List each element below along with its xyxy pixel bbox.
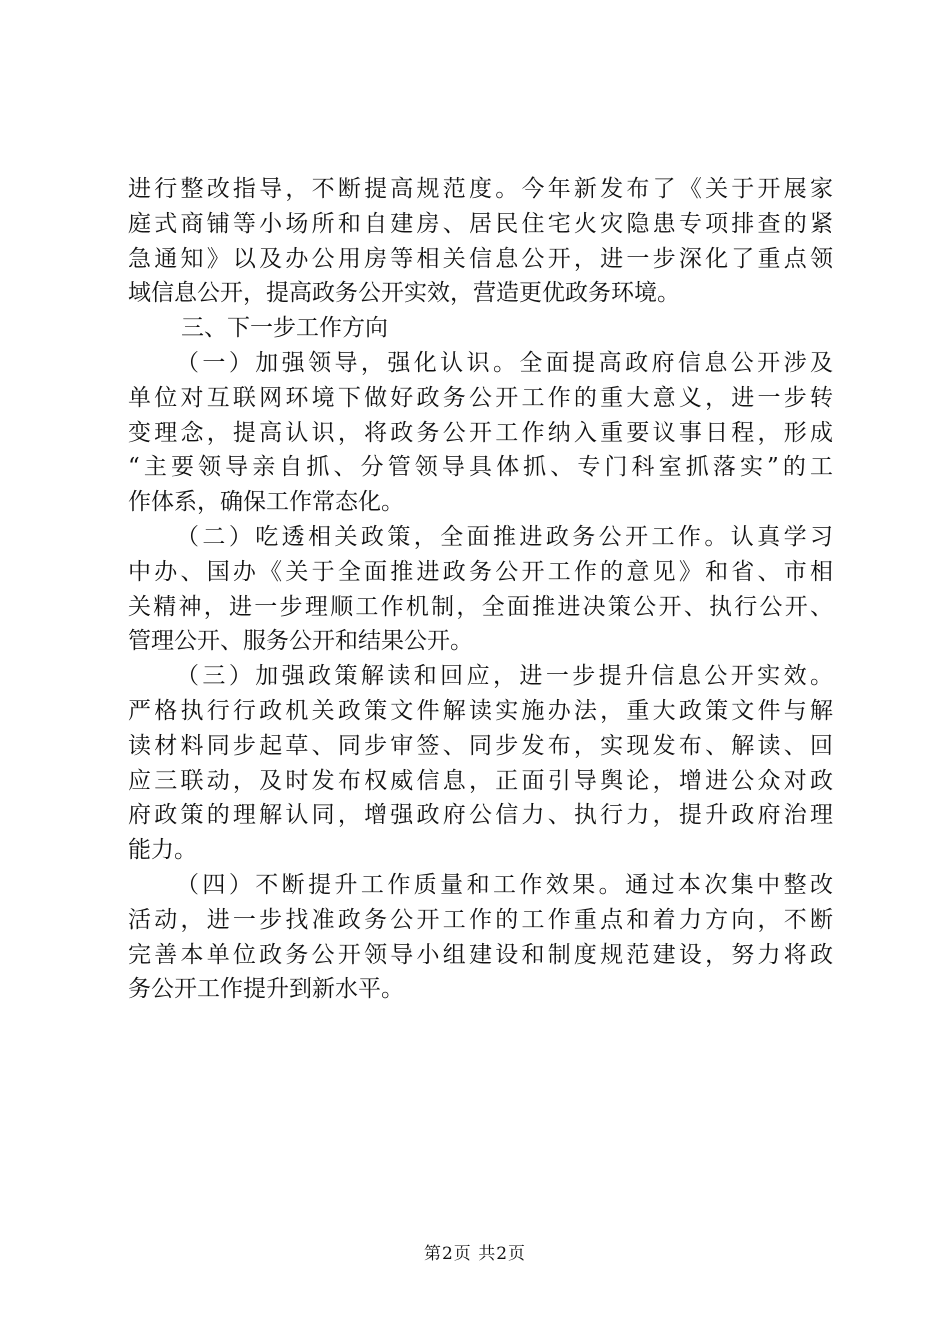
paragraph-line: （四）不断提升工作质量和工作效果。通过本次集中整改 — [176, 871, 833, 898]
page-number-footer: 第2页 共2页 — [423, 1244, 527, 1264]
paragraph-line: （一）加强领导，强化认识。全面提高政府信息公开涉及 — [176, 349, 833, 376]
paragraph-line: 府政策的理解认同，增强政府公信力、执行力，提升政府治理 — [128, 802, 833, 829]
paragraph-line: 中办、国办《关于全面推进政务公开工作的意见》和省、市相 — [128, 558, 833, 585]
paragraph-line: 单位对互联网环境下做好政务公开工作的重大意义，进一步转 — [128, 384, 833, 411]
paragraph-line: 读材料同步起草、同步审签、同步发布，实现发布、解读、回 — [128, 732, 833, 759]
paragraph-line: 管理公开、服务公开和结果公开。 — [128, 628, 473, 655]
paragraph-line: 关精神，进一步理顺工作机制，全面推进决策公开、执行公开、 — [128, 593, 833, 620]
document-body — [128, 172, 833, 1007]
paragraph-line: 变理念，提高认识，将政务公开工作纳入重要议事日程，形成 — [128, 419, 833, 446]
paragraph-line: （二）吃透相关政策，全面推进政务公开工作。认真学习 — [176, 523, 833, 550]
paragraph-line: 务公开工作提升到新水平。 — [128, 976, 404, 1003]
paragraph-line: （三）加强政策解读和回应，进一步提升信息公开实效。 — [176, 663, 833, 690]
paragraph-line: 域信息公开，提高政务公开实效，营造更优政务环境。 — [128, 280, 680, 307]
paragraph-line: 完善本单位政务公开领导小组建设和制度规范建设，努力将政 — [128, 941, 833, 968]
section-heading: 三、下一步工作方向 — [181, 315, 388, 342]
paragraph-line: 应三联动，及时发布权威信息，正面引导舆论，增进公众对政 — [128, 767, 833, 794]
paragraph-line: 活动，进一步找准政务公开工作的工作重点和着力方向，不断 — [128, 906, 833, 933]
paragraph-line: 严格执行行政机关政策文件解读实施办法，重大政策文件与解 — [128, 697, 833, 724]
paragraph-line: 作体系，确保工作常态化。 — [128, 489, 404, 516]
paragraph-line: “主要领导亲自抓、分管领导具体抓、专门科室抓落实”的工 — [128, 454, 833, 481]
paragraph-line: 进行整改指导，不断提高规范度。今年新发布了《关于开展家 — [128, 176, 833, 202]
paragraph-line: 能力。 — [128, 837, 197, 864]
paragraph-line: 急通知》以及办公用房等相关信息公开，进一步深化了重点领 — [128, 245, 833, 272]
paragraph-line: 庭式商铺等小场所和自建房、居民住宅火灾隐患专项排查的紧 — [128, 210, 833, 237]
